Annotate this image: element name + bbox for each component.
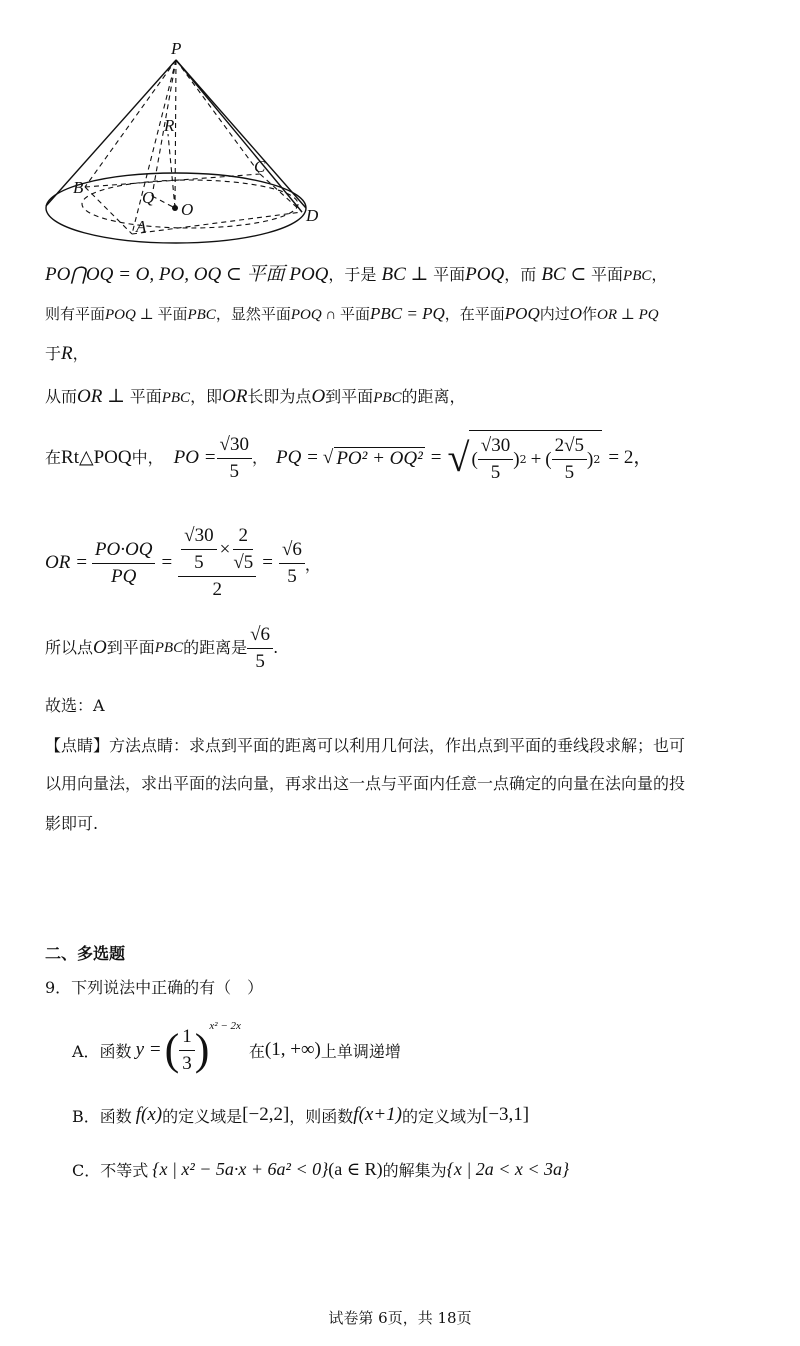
formula: Rt△POQ (61, 447, 132, 468)
exponent: x² − 2x (209, 1020, 241, 1032)
tip-line-2: 以用向量法，求出平面的法向量，再求出这一点与平面内任意一点确定的向量在法向量的投 (45, 774, 686, 793)
text: ，而 (504, 265, 542, 284)
solution-line-6 (45, 508, 321, 618)
frac-sqrt6-5 (279, 537, 305, 590)
text: 所以点 (45, 638, 94, 657)
equals: = (430, 447, 442, 468)
text: 作 (582, 305, 598, 323)
label-c: C (254, 157, 266, 176)
edge-qo (152, 196, 175, 208)
edge-pb (85, 60, 176, 187)
formula: PBC = PQ (370, 304, 445, 323)
text: ，显然平面 (215, 305, 291, 323)
exponent: 2 (519, 452, 527, 466)
label-a: A (136, 217, 147, 236)
option-label: A．函数 (72, 1041, 132, 1061)
paren: ( (471, 448, 478, 470)
frac-sqrt30-5 (478, 433, 513, 486)
formula: PBC (161, 390, 191, 406)
edge-pa (132, 60, 176, 234)
denominator: PQ (111, 565, 137, 587)
pq-eq: PQ = (275, 447, 319, 468)
equals: = (161, 552, 173, 573)
label-q: Q (142, 188, 155, 207)
tip-line-1: 【点睛】方法点睛：求点到平面的距离可以利用几何法，作出点到平面的垂线段求解；也可 (45, 736, 686, 755)
po-eq: PO = (173, 447, 217, 468)
numerator: √6 (279, 537, 305, 564)
frac-sqrt30-5 (181, 523, 216, 576)
text: 的距离是 (183, 638, 248, 657)
numerator: 2√5 (552, 433, 587, 460)
solution-line-7 (45, 620, 278, 676)
cone-left-edge (46, 60, 176, 206)
denominator: 5 (490, 462, 501, 483)
text: 上单调递增 (320, 1041, 401, 1061)
numerator: 1 (179, 1024, 195, 1051)
text: 长即为点 (247, 387, 312, 406)
formula: POQ (465, 264, 505, 285)
page-footer: 试卷第 6页，共 18页 (328, 1309, 472, 1327)
cone-right-edge (176, 60, 306, 208)
label-r: R (164, 116, 175, 135)
compound-numerator (178, 523, 256, 577)
formula: f(x) (135, 1104, 163, 1125)
period: . (273, 638, 279, 657)
numerator: √30 (478, 433, 513, 460)
option-c (72, 1154, 569, 1184)
text: ， (651, 265, 668, 284)
comma: ， (304, 554, 321, 574)
formula: POQ (504, 304, 540, 323)
text: 在 (45, 448, 62, 467)
formula: PBC (154, 640, 184, 656)
text: 的解集为 (382, 1160, 447, 1180)
frac-1-3 (179, 1024, 195, 1077)
text: 平面 (433, 265, 466, 284)
label-o: O (181, 200, 194, 219)
formula: f(x+1) (353, 1104, 402, 1125)
times: × (219, 538, 231, 560)
section-heading: 二、多选题 (45, 944, 126, 963)
formula: BC ⊥ (381, 264, 434, 285)
formula: O (93, 637, 107, 658)
exponent: 2 (593, 452, 601, 466)
edge-or (168, 134, 175, 208)
text: ，则函数 (289, 1106, 354, 1126)
formula: PBC (623, 268, 652, 284)
condition: (a ∈ R) (328, 1158, 383, 1179)
solution-line-1 (45, 264, 667, 287)
edge-po (175, 60, 176, 208)
paren: ) (194, 1025, 210, 1074)
tip-line-3: 影即可. (45, 814, 99, 833)
edge-pc (176, 60, 260, 174)
solution-line-5 (45, 430, 652, 486)
option-label: C．不等式 (72, 1160, 149, 1180)
text: ， (72, 344, 89, 363)
frac-2-sqrt5 (233, 523, 253, 576)
text: 平面 (591, 265, 624, 284)
interval: (1, +∞) (264, 1039, 321, 1060)
formula: R (61, 343, 73, 364)
formula: O (569, 304, 583, 323)
denominator: √5 (233, 552, 254, 573)
text: 中， (131, 448, 164, 467)
edge-ba (85, 187, 132, 234)
solution-set: {x | 2a < x < 3a} (446, 1158, 570, 1179)
text: ，在平面 (444, 305, 505, 323)
denominator: 5 (255, 650, 265, 672)
text: 则有平面 (45, 305, 106, 323)
sqrt-body (469, 430, 602, 486)
domain: [−2,2] (242, 1104, 290, 1125)
solution-line-4 (45, 386, 466, 409)
denominator: 5 (194, 552, 204, 573)
paren: ( (164, 1025, 180, 1074)
text: 的定义域是 (162, 1106, 243, 1126)
numerator: √30 (217, 432, 252, 459)
formula: OR ⊥ (77, 386, 130, 407)
equals: = (262, 552, 273, 573)
formula: BC ⊂ (541, 264, 592, 285)
text: 于 (45, 344, 62, 363)
text: 平面 (157, 305, 188, 323)
formula: PBC (373, 390, 402, 406)
point-o (172, 205, 178, 211)
numerator: 2 (233, 523, 253, 550)
text: 的距离， (401, 387, 466, 406)
edge-pd (176, 60, 302, 212)
text: 从而 (45, 387, 78, 406)
solution-line-3 (45, 343, 89, 365)
formula: {x | x² − 5a·x + 6a² < 0} (152, 1158, 329, 1179)
text: 到平面 (106, 638, 155, 657)
text: 平面 (129, 387, 162, 406)
formula: POQ ⊥ (105, 307, 158, 323)
text: ，即 (190, 387, 223, 406)
result: = 2， (608, 447, 653, 468)
text: 平面 (340, 305, 371, 323)
numerator: PO·OQ (92, 537, 156, 564)
denominator: 5 (287, 565, 297, 587)
denominator: 5 (564, 462, 575, 483)
answer-line: 故选：A (45, 696, 105, 715)
text: 在 (248, 1041, 265, 1061)
frac-sqrt6-5 (247, 622, 273, 675)
paren: ) (513, 448, 520, 470)
text: 内过 (539, 305, 570, 323)
formula: O (311, 386, 326, 407)
compound-denominator: 2 (212, 579, 222, 600)
formula: PO⋂OQ = O, PO, OQ ⊂ 平面 POQ (45, 264, 329, 285)
cone-figure (40, 38, 340, 253)
option-a (72, 1018, 401, 1082)
denominator: 5 (229, 460, 239, 482)
sqrt-symbol-large: √ (447, 435, 470, 480)
formula: PBC (187, 307, 216, 323)
label-d: D (306, 206, 319, 225)
numerator: √30 (181, 523, 216, 550)
denominator: 3 (182, 1052, 192, 1074)
option-b (72, 1100, 529, 1130)
compound-fraction (178, 523, 256, 603)
domain: [−3,1] (482, 1104, 530, 1125)
label-b: B (73, 178, 84, 197)
paren: ( (545, 448, 552, 470)
question-9: 9．下列说法中正确的有（ ） (45, 978, 264, 997)
comma: ， (251, 448, 268, 467)
numerator: √6 (247, 622, 273, 649)
solution-line-2 (45, 303, 659, 326)
plus: + (530, 448, 542, 470)
paren: ) (587, 448, 594, 470)
formula: y = (135, 1039, 162, 1060)
or-eq: OR = (45, 552, 88, 573)
option-label: B．函数 (72, 1106, 132, 1126)
frac-2sqrt5-5 (552, 433, 587, 486)
sqrt-radicand: PO² + OQ² (336, 447, 423, 469)
po-fraction (217, 432, 252, 485)
formula: POQ ∩ (290, 307, 340, 323)
text: 到平面 (325, 387, 374, 406)
text: ，于是 (328, 265, 382, 284)
formula: OR ⊥ PQ (597, 307, 659, 323)
or-fraction (92, 537, 156, 590)
sqrt-symbol: √ (322, 447, 334, 468)
label-p: P (171, 39, 182, 58)
formula: OR (222, 386, 248, 407)
text: 的定义域为 (401, 1106, 482, 1126)
